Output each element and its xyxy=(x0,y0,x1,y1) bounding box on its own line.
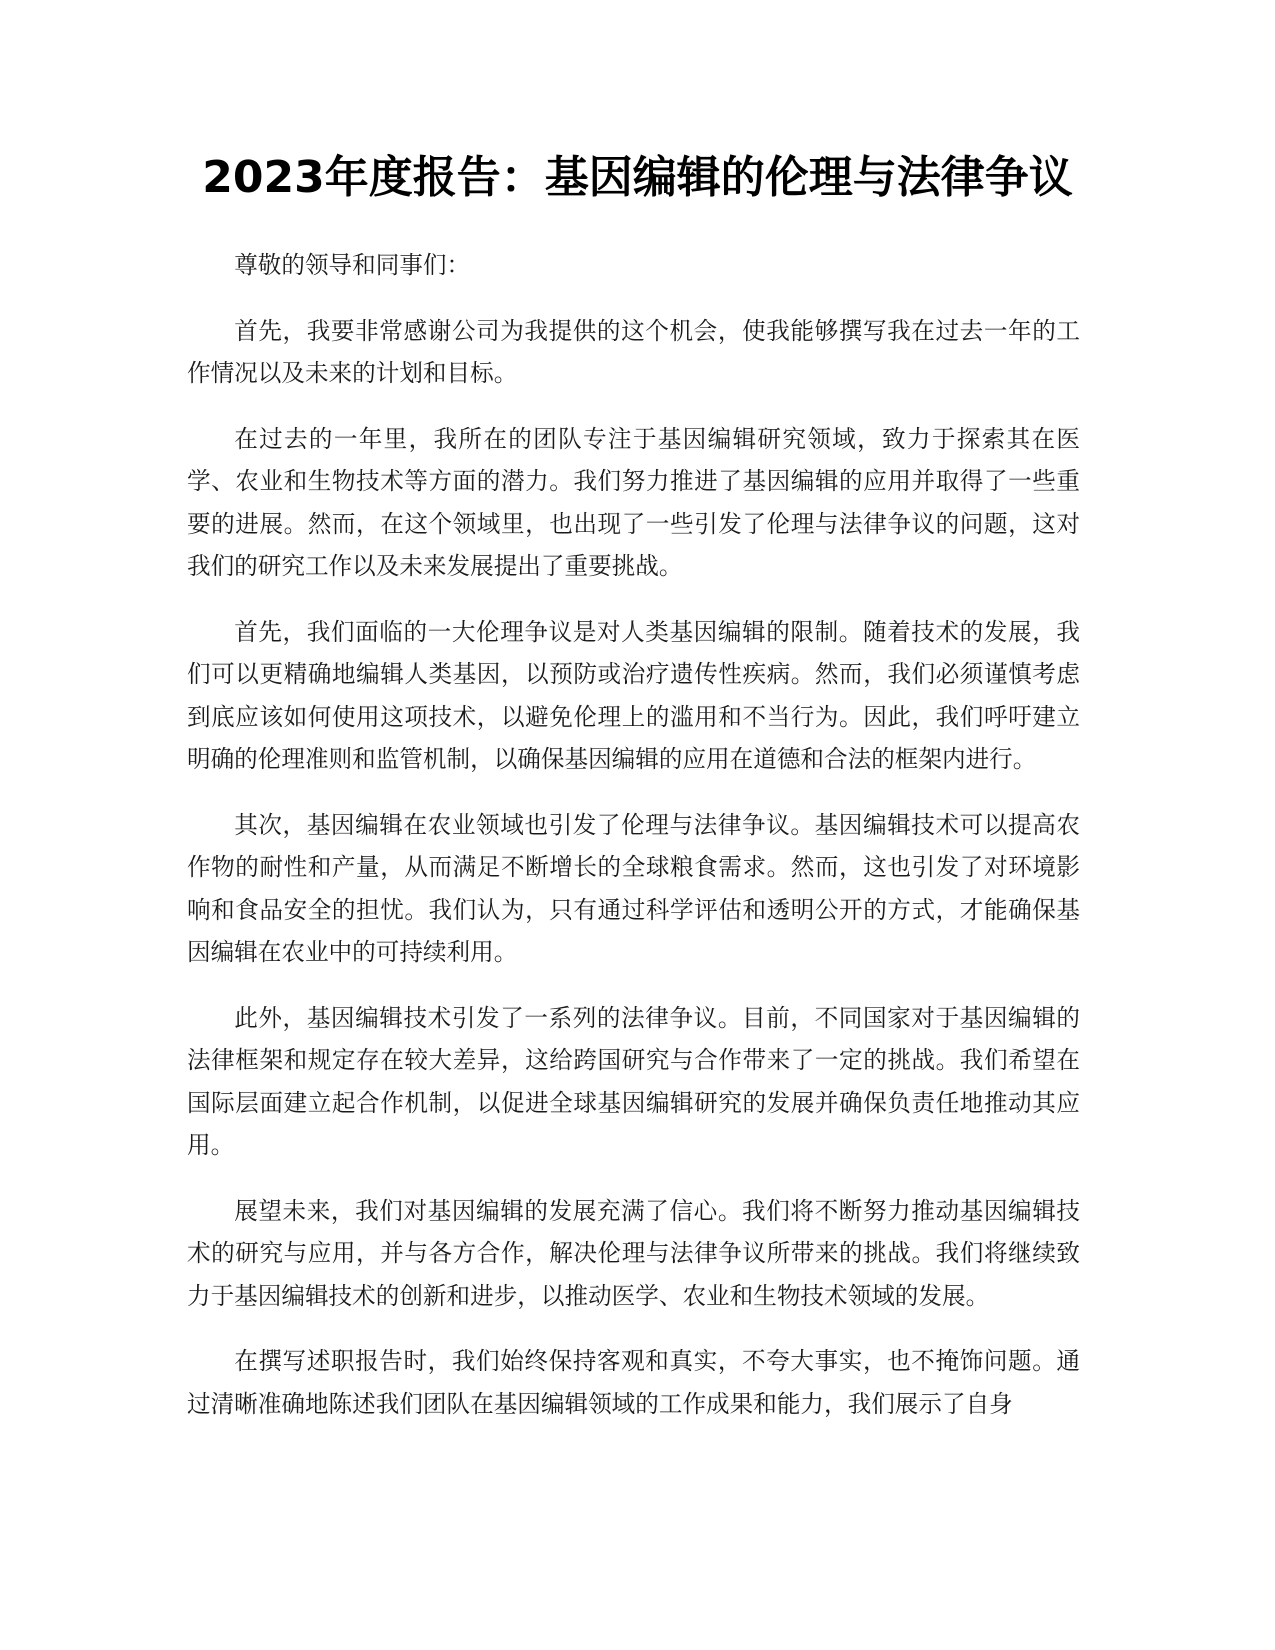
paragraph: 首先，我们面临的一大伦理争议是对人类基因编辑的限制。随着技术的发展，我们可以更精确地编辑人类基因，以预防或治疗遗传性疾病。然而，我们必须谨慎考虑到底应该如何使用这项技术，以避免伦理上的滥用和不当行为。因此，我们呼吁建立明确的伦理准则和监管机制，以确保基因编辑的应用在道德和合法的框架内进行。 xyxy=(187,617,1080,773)
paragraph: 首先，我要非常感谢公司为我提供的这个机会，使我能够撰写我在过去一年的工作情况以及未来的计划和目标。 xyxy=(187,316,1080,387)
paragraph: 展望未来，我们对基因编辑的发展充满了信心。我们将不断努力推动基因编辑技术的研究与应用，并与各方合作，解决伦理与法律争议所带来的挑战。我们将继续致力于基因编辑技术的创新和进步，以推动医学、农业和生物技术领域的发展。 xyxy=(187,1196,1080,1310)
document-body xyxy=(187,244,1080,1448)
paragraph: 在撰写述职报告时，我们始终保持客观和真实，不夸大事实，也不掩饰问题。通过清晰准确地陈述我们团队在基因编辑领域的工作成果和能力，我们展示了自身 xyxy=(187,1347,1080,1418)
paragraph: 在过去的一年里，我所在的团队专注于基因编辑研究领域，致力于探索其在医学、农业和生物技术等方面的潜力。我们努力推进了基因编辑的应用并取得了一些重要的进展。然而，在这个领域里，也出现了一些引发了伦理与法律争议的问题，这对我们的研究工作以及未来发展提出了重要挑战。 xyxy=(187,424,1080,580)
paragraph: 其次，基因编辑在农业领域也引发了伦理与法律争议。基因编辑技术可以提高农作物的耐性和产量，从而满足不断增长的全球粮食需求。然而，这也引发了对环境影响和食品安全的担忧。我们认为，只有通过科学评估和透明公开的方式，才能确保基因编辑在农业中的可持续利用。 xyxy=(187,810,1080,966)
greeting-paragraph: 尊敬的领导和同事们： xyxy=(234,251,471,279)
document-title: 2023年度报告：基因编辑的伦理与法律争议 xyxy=(202,152,1073,203)
paragraph: 此外，基因编辑技术引发了一系列的法律争议。目前，不同国家对于基因编辑的法律框架和规定存在较大差异，这给跨国研究与合作带来了一定的挑战。我们希望在国际层面建立起合作机制，以促进全球基因编辑研究的发展并确保负责任地推动其应用。 xyxy=(187,1003,1080,1159)
